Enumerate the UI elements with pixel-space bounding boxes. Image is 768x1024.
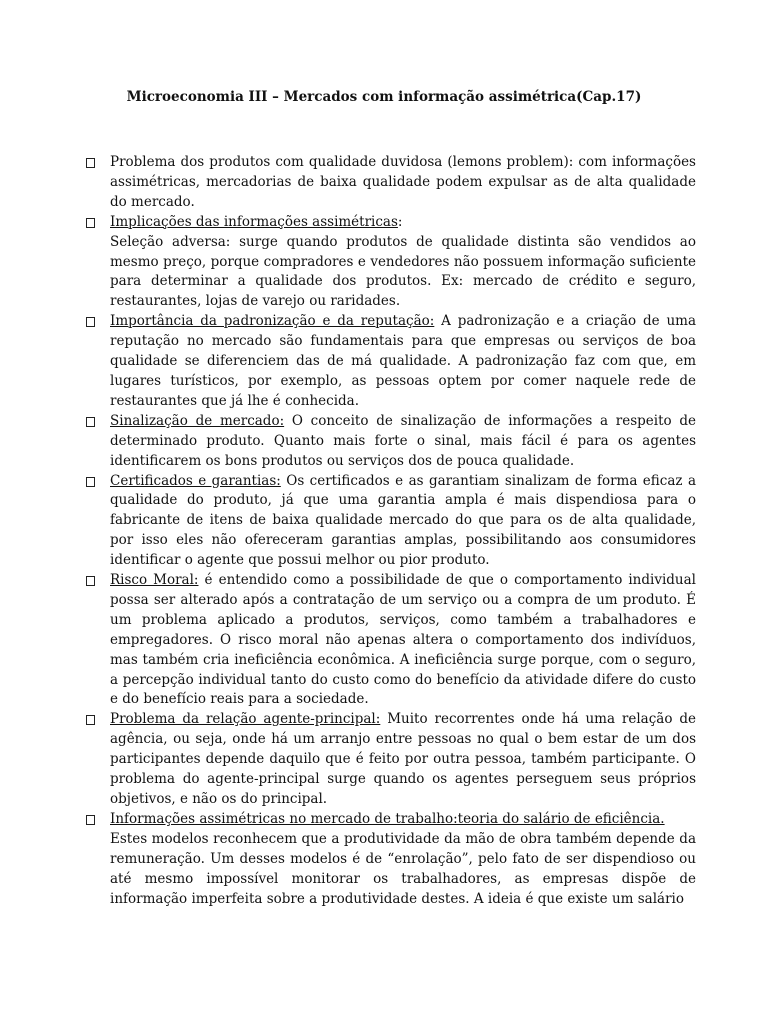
item-body: : [397, 213, 403, 230]
list-item [86, 412, 696, 472]
item-text [110, 312, 696, 412]
item-body: Problema dos produtos com qualidade duvidosa (lemons problem): com informações assimétricas, mercadorias de baixa qualidade podem expulsar as de alta qualidade do mercado. [110, 154, 696, 210]
item-heading: Importância da padronização e da reputação: [110, 313, 435, 330]
bullet-box-icon [86, 417, 95, 427]
list-item [86, 571, 696, 710]
list-item [86, 312, 696, 412]
item-text [110, 412, 696, 472]
item-body: A padronização e a criação de uma reputação no mercado são fundamentais para que empresas ou serviços de boa qualidade se diferenciem das de má qualidade. A padronização faz com que, em lugares turísticos, por exemplo, as pessoas optem por comer naquele rede de restaurantes que já lhe é conhecida. [110, 313, 696, 409]
item-body: Muito recorrentes onde há uma relação de agência, ou seja, onde há um arranjo entre pessoas no qual o bem estar de um dos participantes depende daquilo que é feito por outra pessoa, também participante. O problema do agente-principal surge quando os agentes perseguem seus próprios objetivos, e não os do principal. [110, 711, 696, 807]
item-text [110, 571, 696, 710]
bullet-box-icon [86, 815, 95, 825]
bullet-box-icon [86, 317, 95, 327]
item-body: é entendido como a possibilidade de que o comportamento individual possa ser alterado após a contratação de um serviço ou a compra de um produto. É um problema aplicado a produtos, serviços, como também a trabalhadores e empregadores. O risco moral não apenas altera o comportamento dos indivíduos, mas também cria ineficiência econômica. A ineficiência surge porque, com o seguro, a percepção individual tanto do custo como do benefício da atividade difere do custo e do benefício reais para a sociedade. [110, 572, 696, 708]
item-heading: Problema da relação agente-principal: [110, 711, 381, 728]
bullet-box-icon [86, 477, 95, 487]
item-text [110, 213, 696, 233]
item-heading: Implicações das informações assimétricas [110, 213, 398, 230]
item-text [110, 810, 696, 830]
item-heading: Sinalização de mercado: [110, 412, 285, 429]
item-heading: Risco Moral: [110, 572, 199, 589]
list-item [86, 710, 696, 810]
item-heading: Informações assimétricas no mercado de trabalho:teoria do salário de eficiência. [110, 810, 665, 827]
item-text [110, 710, 696, 810]
list-item [86, 213, 696, 313]
document-title: Microeconomia III – Mercados com informação assimétrica(Cap.17) [126, 89, 642, 105]
item-paragraph: Estes modelos reconhecem que a produtividade da mão de obra também depende da remuneração. Um desses modelos é de “enrolação”, pelo fato de ser dispendioso ou até mesmo impossível monitorar os trabalhadores, as empresas dispõe de informação imperfeita sobre a produtividade destes. A ideia é que existe um salário [110, 830, 696, 907]
bullet-box-icon [86, 576, 95, 586]
item-body: O conceito de sinalização de informações a respeito de determinado produto. Quanto mais forte o sinal, mais fácil é para os agentes identificarem os bons produtos ou serviços dos de pouca qualidade. [110, 412, 697, 469]
list-item [86, 472, 696, 572]
list-item [86, 810, 696, 910]
bullet-box-icon [86, 218, 95, 228]
list-item [86, 153, 696, 213]
item-paragraph: Seleção adversa: surge quando produtos de qualidade distinta são vendidos ao mesmo preço, porque compradores e vendedores não possuem informação suficiente para determinar a qualidade dos produtos. Ex: mercado de crédito e seguro, restaurantes, lojas de varejo ou raridades. [110, 233, 696, 310]
item-text [110, 472, 696, 572]
bullet-box-icon [86, 715, 95, 725]
item-heading: Certificados e garantias: [110, 472, 281, 489]
item-text [110, 153, 696, 213]
bullet-list [86, 153, 696, 909]
item-body: Os certificados e as garantiam sinalizam de forma eficaz a qualidade do produto, já que uma garantia ampla é mais dispendiosa para o fabricante de itens de baixa qualidade mercado do que para os de alta qualidade, por isso eles não ofereceram garantias amplas, possibilitando aos consumidores identificar o agente que possui melhor ou pior produto. [110, 472, 696, 569]
bullet-box-icon [86, 158, 95, 168]
